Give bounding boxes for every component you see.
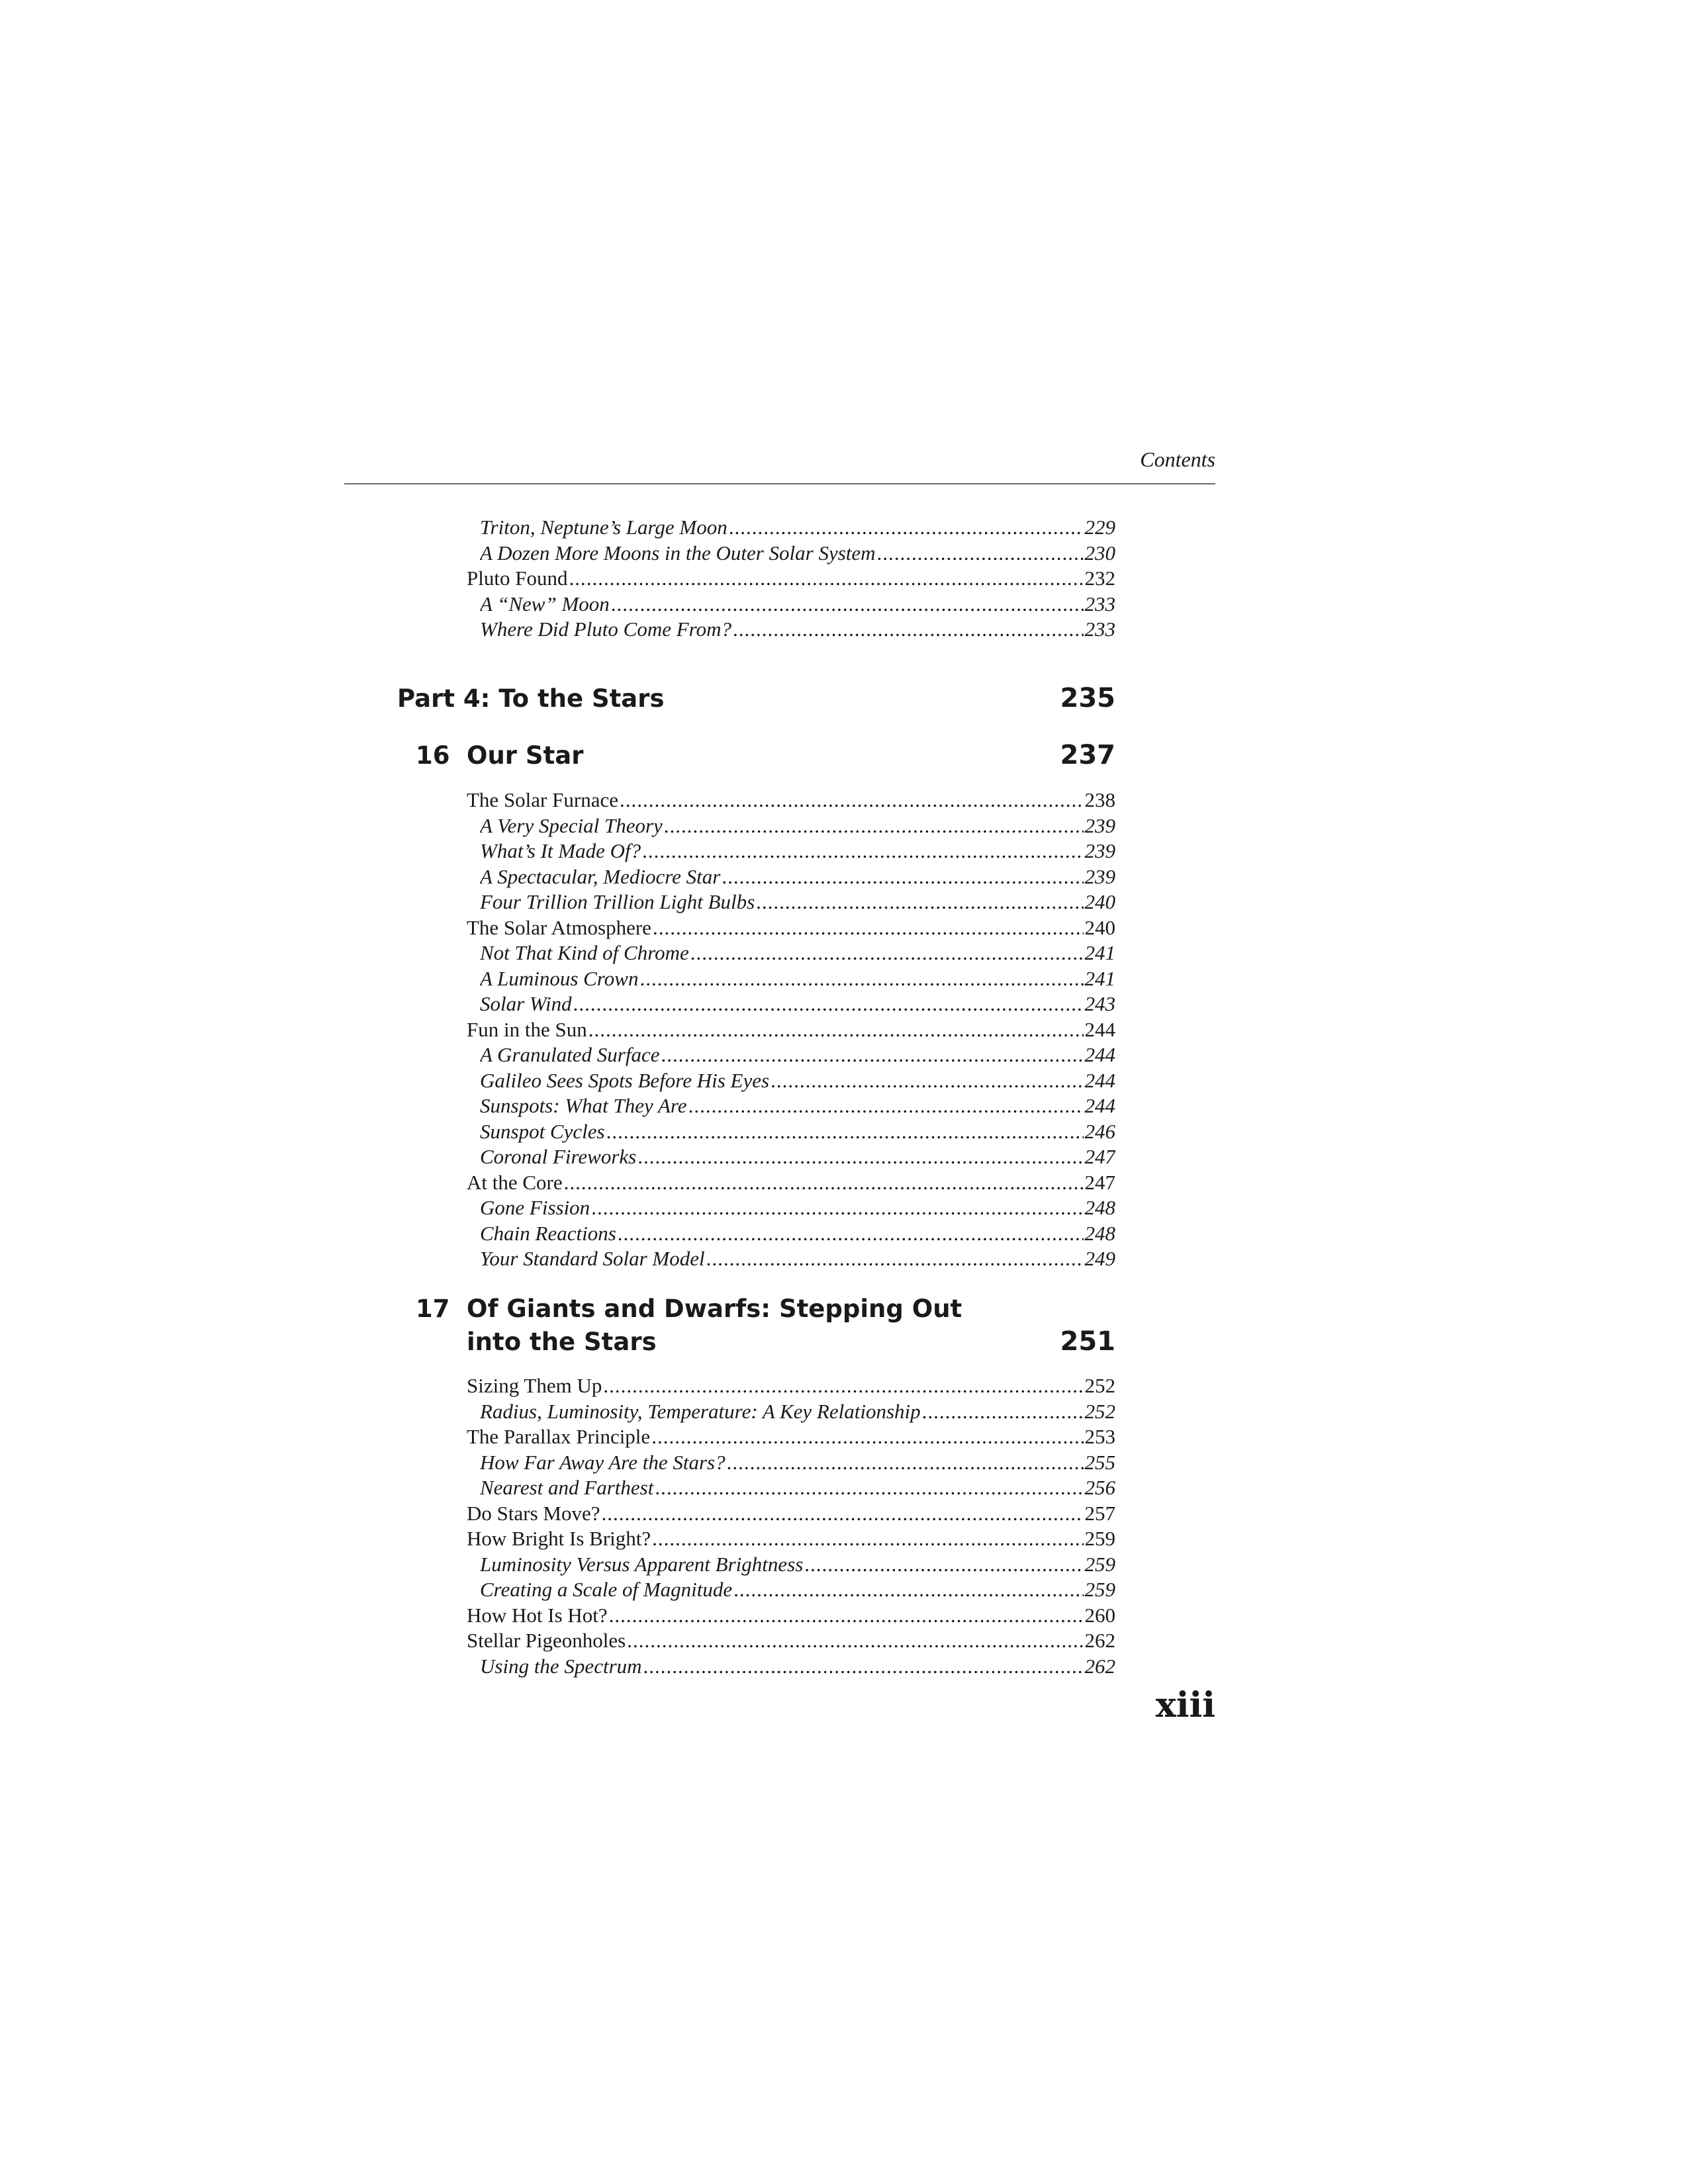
toc-entry-title: The Solar Furnace — [467, 788, 618, 811]
toc-entry[interactable] — [480, 515, 1115, 541]
toc-entry-page: 229 — [1084, 516, 1115, 539]
toc-entry-title: Not That Kind of Chrome — [480, 941, 689, 964]
toc-entry-title: Luminosity Versus Apparent Brightness — [480, 1552, 804, 1576]
leader-dots — [591, 1195, 1083, 1221]
toc-entry[interactable] — [480, 813, 1115, 839]
toc-entry-page: 259 — [1084, 1527, 1115, 1550]
leader-dots — [771, 1068, 1083, 1094]
toc-entry-title: A Spectacular, Mediocre Star — [480, 864, 721, 888]
toc-entry-page: 247 — [1084, 1170, 1115, 1194]
chapter-title: Our Star — [467, 741, 584, 770]
toc-entry[interactable] — [467, 1424, 1115, 1450]
toc-entry-title: Where Did Pluto Come From? — [480, 617, 731, 641]
leader-dots — [588, 1017, 1084, 1043]
toc-entry-page: 253 — [1084, 1425, 1115, 1448]
leader-dots — [603, 1373, 1083, 1399]
leader-dots — [620, 788, 1084, 813]
toc-entry-title: Galileo Sees Spots Before His Eyes — [480, 1068, 770, 1092]
toc-entry-title: How Bright Is Bright? — [467, 1527, 651, 1550]
toc-entry-title: Nearest and Farthest — [480, 1476, 654, 1499]
toc-entry-title: Do Stars Move? — [467, 1501, 600, 1525]
toc-entry[interactable] — [480, 1195, 1115, 1221]
toc-entry-page: 260 — [1084, 1603, 1115, 1627]
toc-entry[interactable] — [480, 592, 1115, 617]
part-title: Part 4: To the Stars — [397, 684, 665, 713]
toc-entry-page: 244 — [1084, 1017, 1115, 1041]
toc-entry-title: Solar Wind — [480, 992, 572, 1015]
toc-entry-title: A Granulated Surface — [480, 1043, 660, 1066]
leader-dots — [661, 1042, 1084, 1068]
leader-dots — [804, 1552, 1083, 1578]
toc-entry[interactable] — [480, 1042, 1115, 1068]
toc-entry-title: Using the Spectrum — [480, 1654, 642, 1678]
toc-entry-page: 255 — [1084, 1450, 1115, 1474]
toc-entry-page: 239 — [1084, 813, 1115, 837]
toc-entry-page: 244 — [1084, 1094, 1115, 1117]
toc-entry[interactable] — [480, 1068, 1115, 1094]
page-number: xiii — [1155, 1685, 1215, 1725]
toc-entry[interactable] — [467, 1603, 1115, 1629]
leader-dots — [690, 940, 1084, 966]
toc-entry-title: Chain Reactions — [480, 1221, 616, 1245]
toc-entry-title: A Dozen More Moons in the Outer Solar System — [480, 541, 876, 565]
leader-dots — [609, 1603, 1084, 1629]
leader-dots — [601, 1501, 1083, 1527]
toc-entry[interactable] — [467, 1526, 1115, 1552]
leader-dots — [573, 991, 1084, 1017]
toc-entry-page: 240 — [1084, 890, 1115, 913]
toc-entry-title: Stellar Pigeonholes — [467, 1629, 626, 1652]
toc-entry[interactable] — [480, 1221, 1115, 1247]
leader-dots — [637, 1144, 1083, 1170]
leader-dots — [564, 1170, 1084, 1196]
toc-entry-title: Gone Fission — [480, 1196, 590, 1219]
toc-entry-page: 239 — [1084, 839, 1115, 862]
toc-entry-page: 233 — [1084, 592, 1115, 615]
toc-entry[interactable] — [480, 1654, 1115, 1680]
toc-entry[interactable] — [480, 839, 1115, 864]
toc-entry[interactable] — [480, 1552, 1115, 1578]
toc-entry[interactable] — [480, 889, 1115, 915]
toc-entry-title: A Luminous Crown — [480, 966, 639, 990]
toc-entry[interactable] — [467, 915, 1115, 941]
toc-entry[interactable] — [467, 1628, 1115, 1654]
toc-entry[interactable] — [480, 864, 1115, 890]
toc-entry-title: The Parallax Principle — [467, 1425, 651, 1448]
chapter-heading[interactable] — [397, 740, 1115, 770]
toc-entry[interactable] — [467, 1501, 1115, 1527]
leader-dots — [727, 1450, 1084, 1476]
toc-entry[interactable] — [480, 1399, 1115, 1425]
toc-entry[interactable] — [480, 1450, 1115, 1476]
toc-entry[interactable] — [480, 1119, 1115, 1145]
leader-dots — [651, 1424, 1083, 1450]
leader-dots — [639, 966, 1083, 992]
leader-dots — [877, 541, 1084, 567]
leader-dots — [643, 1654, 1084, 1680]
toc-entry-page: 248 — [1084, 1221, 1115, 1245]
toc-entry-page: 262 — [1084, 1654, 1115, 1678]
toc-entry-title: A Very Special Theory — [480, 813, 663, 837]
toc-entry[interactable] — [467, 788, 1115, 813]
toc-entry-page: 240 — [1084, 915, 1115, 939]
leader-dots — [618, 1221, 1084, 1247]
chapter-number: 16 — [416, 741, 450, 770]
leader-dots — [606, 1119, 1084, 1145]
toc-entry[interactable] — [480, 541, 1115, 567]
chapter-page: 237 — [1060, 740, 1115, 770]
toc-entry-page: 241 — [1084, 966, 1115, 990]
leader-dots — [655, 1475, 1083, 1501]
toc-entry-page: 244 — [1084, 1043, 1115, 1066]
toc-entry-page: 249 — [1084, 1247, 1115, 1270]
toc-entry-title: Radius, Luminosity, Temperature: A Key Relationship — [480, 1399, 921, 1423]
chapter-title-continued: into the Stars — [467, 1328, 657, 1356]
chapter-16-entries — [397, 788, 1115, 1272]
leader-dots — [627, 1628, 1083, 1654]
toc-entry-title: What’s It Made Of? — [480, 839, 641, 862]
toc-entry-page: 247 — [1084, 1145, 1115, 1168]
toc-entry-page: 239 — [1084, 864, 1115, 888]
toc-entry-title: How Far Away Are the Stars? — [480, 1450, 726, 1474]
leader-dots — [729, 515, 1084, 541]
chapter-heading[interactable] — [397, 1295, 1115, 1358]
toc-entry-title: Pluto Found — [467, 567, 568, 590]
toc-entry-title: Triton, Neptune’s Large Moon — [480, 516, 727, 539]
leader-dots — [664, 813, 1084, 839]
toc-entry[interactable] — [480, 966, 1115, 992]
part-page: 235 — [1060, 683, 1115, 713]
toc-continued-list — [397, 515, 1115, 643]
toc-entry-title: Your Standard Solar Model — [480, 1247, 705, 1270]
chapter-number: 17 — [416, 1295, 450, 1323]
toc-entry-page: 241 — [1084, 941, 1115, 964]
leader-dots — [653, 915, 1084, 941]
toc-entry[interactable] — [480, 1577, 1115, 1603]
leader-dots — [642, 839, 1083, 864]
part-heading[interactable] — [397, 683, 1115, 713]
leader-dots — [733, 1577, 1083, 1603]
chapter-page: 251 — [1060, 1326, 1115, 1357]
toc-entry-page: 244 — [1084, 1068, 1115, 1092]
toc-entry[interactable] — [480, 991, 1115, 1017]
toc-entry-page: 252 — [1084, 1374, 1115, 1397]
toc-entry[interactable] — [467, 1017, 1115, 1043]
toc-entry-page: 233 — [1084, 617, 1115, 641]
leader-dots — [611, 592, 1084, 617]
chapter-17-entries — [397, 1373, 1115, 1679]
toc-entry-title: How Hot Is Hot? — [467, 1603, 608, 1627]
toc-entry-title: At the Core — [467, 1170, 563, 1194]
toc-entry-title: Four Trillion Trillion Light Bulbs — [480, 890, 755, 913]
header-rule — [344, 483, 1215, 484]
leader-dots — [688, 1093, 1084, 1119]
toc-entry-title: Sunspot Cycles — [480, 1119, 605, 1143]
toc-entry[interactable] — [480, 617, 1115, 643]
toc-entry[interactable] — [467, 1373, 1115, 1399]
toc-entry-page: 230 — [1084, 541, 1115, 565]
toc-entry-title: Fun in the Sun — [467, 1017, 587, 1041]
toc-entry-page: 256 — [1084, 1476, 1115, 1499]
toc-entry-page: 238 — [1084, 788, 1115, 811]
toc-entry-page: 243 — [1084, 992, 1115, 1015]
leader-dots — [569, 566, 1083, 592]
toc-entry[interactable] — [480, 940, 1115, 966]
toc-entry-page: 252 — [1084, 1399, 1115, 1423]
toc-entry-title: Sizing Them Up — [467, 1374, 602, 1397]
leader-dots — [722, 864, 1083, 890]
leader-dots — [652, 1526, 1083, 1552]
leader-dots — [706, 1246, 1084, 1272]
toc-entry-page: 248 — [1084, 1196, 1115, 1219]
toc-entry[interactable] — [467, 566, 1115, 592]
toc-entry-page: 262 — [1084, 1629, 1115, 1652]
toc-entry-page: 246 — [1084, 1119, 1115, 1143]
toc-entry-page: 259 — [1084, 1552, 1115, 1576]
leader-dots — [922, 1399, 1084, 1425]
toc-entry-page: 259 — [1084, 1578, 1115, 1601]
toc-entry[interactable] — [480, 1144, 1115, 1170]
running-head: Contents — [1140, 447, 1215, 471]
chapter-title: Of Giants and Dwarfs: Stepping Out — [467, 1295, 962, 1323]
toc-entry[interactable] — [467, 1170, 1115, 1196]
leader-dots — [733, 617, 1084, 643]
toc-entry-title: A “New” Moon — [480, 592, 610, 615]
toc-entry-page: 257 — [1084, 1501, 1115, 1525]
toc-entry[interactable] — [480, 1475, 1115, 1501]
toc-entry-title: Sunspots: What They Are — [480, 1094, 687, 1117]
toc-entry-title: The Solar Atmosphere — [467, 915, 651, 939]
toc-entry[interactable] — [480, 1246, 1115, 1272]
toc-entry-page: 232 — [1084, 567, 1115, 590]
toc-entry-title: Creating a Scale of Magnitude — [480, 1578, 733, 1601]
toc-entry-title: Coronal Fireworks — [480, 1145, 637, 1168]
toc-entry[interactable] — [480, 1093, 1115, 1119]
leader-dots — [756, 889, 1083, 915]
